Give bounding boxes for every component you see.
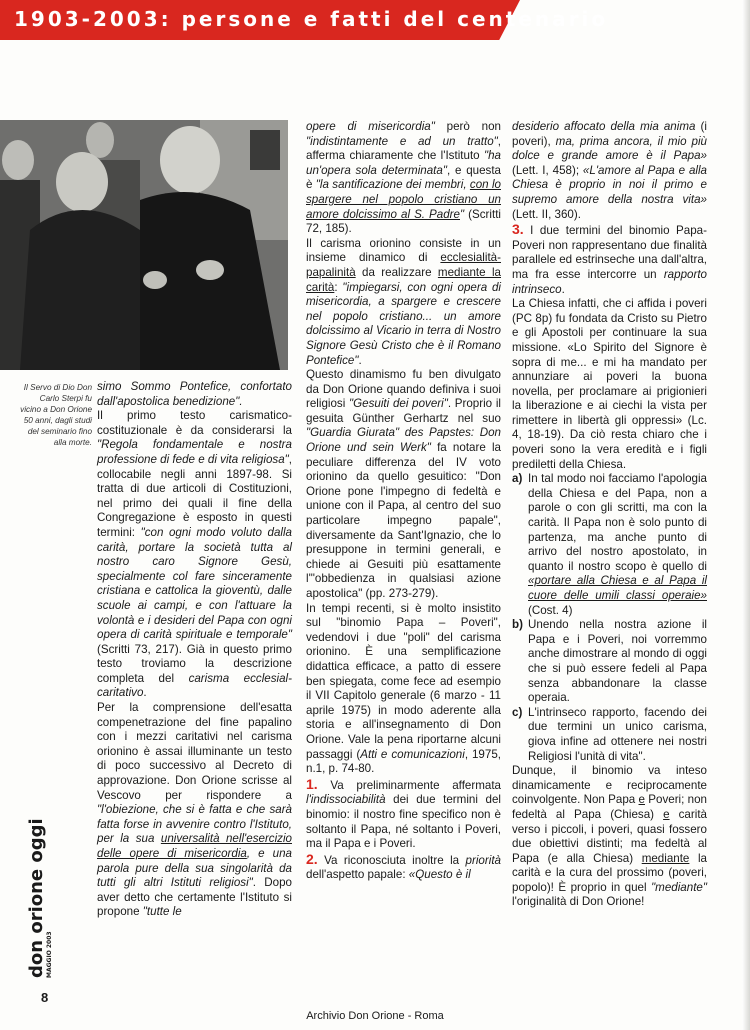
col3-list: [512, 472, 707, 764]
logo-issue: MAGGIO 2003: [46, 931, 53, 978]
col3-paragraph-2: La Chiesa infatti, che ci affida i poveri (PC 8p) fu fondata da Cristo su Pietro e gli Apostoli per continuare la sua missione. «Lo Spirito del Signore è sopra di me... e mi ha mandato per annunziare ai poveri la buona novella, per proclamare ai prigionieri la liberazione e ai ciechi la vista per rimettere in libertà gli oppressi» (Lc. 4, 18-19). Da ciò resta chiaro che i poveri sono la vera eredità e i figli prediletti della Chiesa.: [512, 297, 707, 471]
col2-point-2: 2. Va riconosciuta inoltre la priorità dell'aspetto papale: «Questo è il: [306, 850, 501, 882]
col2-paragraph-3: Questo dinamismo fu ben divulgato da Don Orione quando definiva i suoi religiosi "Gesuiti dei poveri". Proprio il gesuita Günther Gerhartz nel suo "Guardia Giurata" des Papstes: Don Orione und sein Werk" fa notare la peculiare differenza del IV voto orionino da quello gesuitico: "Don Orione pone l'impegno di fedeltà e unione con il Papa, al centro del suo particolare impegno papale", diversamente da Sant'Ignazio, che lo presuppone in termini generali, e chiede ai Gesuiti più esattamente l'"obbedienza in qualsiasi azione apostolica" (pp. 273-279).: [306, 368, 502, 600]
historical-photo: [0, 120, 288, 370]
col2-point-1: 1. Va preliminarmente affermata l'indissociabilità dei due termini del binomio: il nostro fine specifico non è soltanto il Papa, né soltanto i Poveri, ma il Papa e i Poveri.: [306, 775, 501, 851]
col2-paragraph-4: In tempi recenti, si è molto insistito sul "binomio Papa – Poveri", vedendovi i due "poli" del carisma orionino. È una semplificazione didattica efficace, a patto di essere ben spiegata, come fece ad esempio il VII Capitolo generale (6 marzo - 11 aprile 1975) in modo aderente alla storia e all'insegnamento di Don Orione. Vale la pena riportarne alcuni passaggi (Atti e comunicazioni, 1975, n.1, p. 74-80.: [306, 601, 501, 776]
col1-paragraph-1: simo Sommo Pontefice, confortato dall'apostolica benedizione".: [97, 380, 292, 408]
list-item: a) In tal modo noi facciamo l'apologia della Chiesa e del Papa, non a parole o con gli scritti, ma con la carità. Il Papa non è solo punto di partenza, ma anche punto di arrivo del nostro apostolato, in quanto il nostro scopo è quello di «portare alla Chiesa e al Papa il cuore delle umili classi operaie» (Cost. 4): [512, 472, 707, 617]
page-number: 8: [41, 990, 49, 1005]
col2-paragraph-1: opere di misericordia" però non "indistintamente e ad un tratto", afferma chiaramente che l'Istituto "ha un'opera sola determinata", e questa è "la santificazione dei membri, con lo spargere nel popolo cristiano un amore dolcissimo al S. Padre" (Scritti 72, 185).: [306, 120, 502, 236]
col3-paragraph-3: Dunque, il binomio va inteso dinamicamente e reciprocamente coinvolgente. Non Papa e Poveri; non fedeltà al Papa (Chiesa) e carità verso i piccoli, i poveri, quasi fossero due obiettivi distinti; ma fedeltà al Papa (e alla Chiesa) mediante la carità e la cura del prossimo (poveri, popolo)! È proprio in quel "mediante" l'originalità di Don Orione!: [512, 764, 707, 909]
page-edge: [742, 0, 750, 1030]
photo-illustration: [0, 120, 288, 370]
list-item: b) Unendo nella nostra azione il Papa e i Poveri, noi vorremmo anche dimostrare al mondo di oggi che si può essere fedeli al Papa senza abbandonare la classe operaia.: [512, 618, 707, 705]
page-title: 1903-2003: persone e fatti del centenario: [14, 7, 609, 31]
logo-text: don orione oggi: [26, 818, 47, 978]
col3-point-3: 3. I due termini del binomio Papa-Poveri non rappresentano due finalità parallele ed estrinseche una dall'altra, ma fra esse intercorre un rapporto intrinseco.: [512, 221, 707, 296]
col2-paragraph-2: Il carisma orionino consiste in un insieme dinamico di ecclesialità-papalinità da realizzare mediante la carità: "impiegarsi, con ogni opera di misericordia, a spargere e crescere nel popolo cristiano... un amore dolcissimo al Vicario in terra di Nostro Signore Gesù Cristo che è il Romano Pontefice".: [306, 236, 501, 367]
col3-paragraph-1: desiderio affocato della mia anima (i poveri), ma, prima ancora, il mio più dolce e grande amore è il Papa» (Lett. I, 458); «L'amore al Papa e alla Chiesa è proprio in noi il primo e supremo amore della nostra vita» (Lett. II, 360).: [512, 120, 707, 221]
column-2: [306, 120, 501, 883]
col1-paragraph-3: Per la comprensione dell'esatta compenetrazione del fine papalino con i mezzi caritativi nel carisma orionino è assai illuminante un testo di poco successivo al Decreto di approvazione. Don Orione scrisse al Vescovo per rispondere a "l'obiezione, che si è fatta e che sarà fatta forse in avvenire contro l'Istituto, per la sua universalità nell'esercizio delle opere di misericordia, e una parola pure della sua singolarità da tutti gli altri Istituti religiosi". Dopo aver detto che certamente l'Istituto si propone "tutte le: [97, 701, 292, 919]
col1-paragraph-2: Il primo testo carismatico-costituzionale è da considerarsi la "Regola fondamentale e nostra professione di fede e di vita religiosa", collocabile negli anni 1897-98. Si tratta di due articoli di Costituzioni, nel primo dei quali il fine della Congregazione è esposto in questi termini: "con ogni modo voluto dalla carità, portare la società tutta al nostro caro Signore Gesù, specialmente col fare sinceramente cristiana e cattolica la gioventù, dalle scuole ai campi, e con l'attuare la volontà e i desideri del Papa con ogni opera di carità spirituale e temporale" (Scritti 73, 217). Già in questo primo testo troviamo la descrizione completa del carisma ecclesial-caritativo.: [97, 409, 292, 700]
list-item: c) L'intrinseco rapporto, facendo dei due termini un unico carisma, giova infine ad ottenere nei nostri Religiosi l'unità di vita".: [512, 705, 707, 763]
magazine-logo: [22, 818, 53, 980]
photo-caption: Il Servo di Dio Don Carlo Sterpi fu vicino a Don Orione 50 anni, dagli studi del seminario fino alla morte.: [20, 383, 92, 447]
column-1: [97, 380, 292, 920]
archive-footer: Archivio Don Orione - Roma: [306, 1010, 444, 1022]
column-3: [512, 120, 707, 910]
